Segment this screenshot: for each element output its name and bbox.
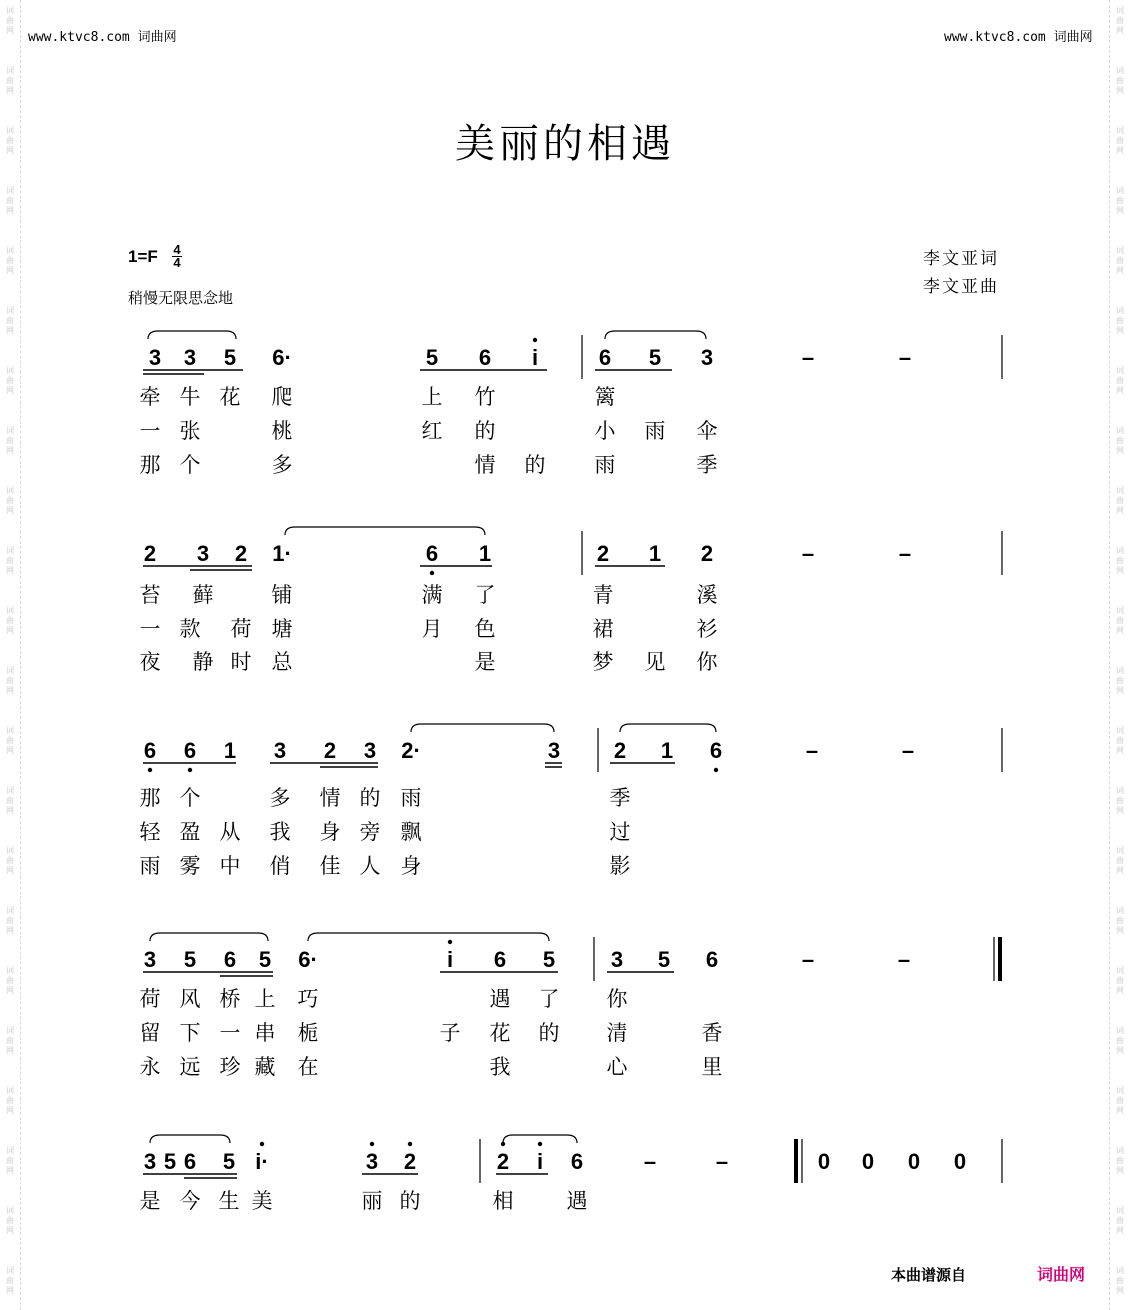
key-signature: 1=F bbox=[128, 247, 158, 266]
note: 5 bbox=[163, 1149, 177, 1174]
lyric-char: 风 bbox=[179, 987, 201, 1011]
lyric-char: 花 bbox=[489, 1021, 511, 1045]
lyric-char: 香 bbox=[701, 1021, 723, 1045]
watermark-glyphs: 词 曲 网 bbox=[1116, 846, 1124, 875]
note: 5 bbox=[223, 345, 237, 370]
note: 1 bbox=[648, 541, 662, 566]
lyric-char: 雨 bbox=[594, 453, 616, 477]
slur bbox=[620, 724, 716, 732]
watermark-glyphs: 词 曲 网 bbox=[6, 546, 14, 575]
lyric-char: 静 bbox=[192, 650, 214, 674]
watermark-glyphs: 词 曲 网 bbox=[6, 966, 14, 995]
sustain-dash: – bbox=[898, 541, 912, 566]
lyric-char: 个 bbox=[179, 786, 201, 810]
sustain-dash: – bbox=[801, 541, 815, 566]
lyric-char: 衫 bbox=[696, 617, 718, 641]
lyric-char: 色 bbox=[474, 617, 496, 641]
slur bbox=[285, 527, 485, 535]
lyric-char: 栀 bbox=[297, 1021, 319, 1045]
lyric-char: 子 bbox=[439, 1021, 461, 1045]
footer-brand: 词曲网 bbox=[1037, 1265, 1086, 1284]
lyric-char: 串 bbox=[254, 1021, 276, 1045]
watermark-glyphs: 词 曲 网 bbox=[1116, 786, 1124, 815]
slur bbox=[150, 933, 268, 941]
watermark-glyphs: 词 曲 网 bbox=[6, 246, 14, 275]
sustain-dash: – bbox=[805, 738, 819, 763]
note: 6· bbox=[272, 345, 292, 370]
note: 6 bbox=[570, 1149, 584, 1174]
note: 1 bbox=[223, 738, 237, 763]
note: 0 bbox=[861, 1149, 875, 1174]
note: 3 bbox=[547, 738, 561, 763]
lyric-char: 季 bbox=[609, 786, 631, 810]
lyric-char: 遇 bbox=[489, 987, 511, 1011]
watermark-glyphs: 词 曲 网 bbox=[6, 906, 14, 935]
lyric-char: 留 bbox=[139, 1021, 161, 1045]
time-signature-bottom: 4 bbox=[173, 255, 181, 270]
lyric-char: 满 bbox=[421, 583, 443, 607]
note: 6 bbox=[143, 738, 157, 763]
lyric-char: 那 bbox=[139, 453, 161, 477]
octave-dot-below bbox=[188, 768, 192, 772]
watermark-glyphs: 词 曲 网 bbox=[1116, 6, 1124, 35]
watermark-glyphs: 词 曲 网 bbox=[6, 606, 14, 635]
lyric-char: 梦 bbox=[592, 650, 614, 674]
lyric-char: 裙 bbox=[592, 617, 614, 641]
note: 6 bbox=[598, 345, 612, 370]
note: 6 bbox=[705, 947, 719, 972]
lyric-char: 一 bbox=[219, 1021, 241, 1045]
lyric-char: 铺 bbox=[271, 583, 293, 607]
watermark-glyphs: 词 曲 网 bbox=[6, 846, 14, 875]
note: 2 bbox=[323, 738, 337, 763]
watermark-glyphs: 词 曲 网 bbox=[1116, 486, 1124, 515]
lyricist-credit: 李文亚词 bbox=[923, 249, 999, 269]
lyric-char: 雨 bbox=[139, 854, 161, 878]
note: 3 bbox=[273, 738, 287, 763]
note: 6 bbox=[709, 738, 723, 763]
header-site-left: www.ktvc8.com 词曲网 bbox=[28, 30, 177, 45]
lyric-char: 桥 bbox=[219, 987, 241, 1011]
lyric-char: 过 bbox=[609, 820, 631, 844]
lyric-char: 轻 bbox=[139, 820, 161, 844]
watermark-glyphs: 词 曲 网 bbox=[1116, 1086, 1124, 1115]
lyric-char: 旁 bbox=[359, 820, 381, 844]
lyric-char: 今 bbox=[179, 1189, 201, 1213]
lyric-char: 是 bbox=[139, 1189, 161, 1213]
lyric-char: 藏 bbox=[254, 1055, 276, 1079]
note: 6 bbox=[493, 947, 507, 972]
lyric-char: 盈 bbox=[179, 820, 201, 844]
sustain-dash: – bbox=[715, 1149, 729, 1174]
note: 1· bbox=[272, 541, 292, 566]
octave-dot-above bbox=[538, 1142, 542, 1146]
lyric-char: 身 bbox=[319, 820, 341, 844]
lyric-char: 的 bbox=[474, 419, 496, 443]
lyric-char: 苔 bbox=[139, 583, 161, 607]
note: 3 bbox=[183, 345, 197, 370]
sustain-dash: – bbox=[898, 345, 912, 370]
watermark-glyphs: 词 曲 网 bbox=[1116, 1146, 1124, 1175]
octave-dot-above bbox=[533, 338, 537, 342]
note: i bbox=[531, 345, 539, 370]
note: 2· bbox=[401, 738, 421, 763]
watermark-glyphs: 词 曲 网 bbox=[6, 306, 14, 335]
slur bbox=[150, 1135, 230, 1143]
lyric-char: 我 bbox=[489, 1055, 511, 1079]
octave-dot-below bbox=[430, 571, 434, 575]
watermark-glyphs: 词 曲 网 bbox=[6, 126, 14, 155]
header-site-right: www.ktvc8.com 词曲网 bbox=[944, 30, 1093, 45]
lyric-char: 时 bbox=[230, 650, 252, 674]
watermark-glyphs: 词 曲 网 bbox=[1116, 966, 1124, 995]
watermark-glyphs: 词 曲 网 bbox=[1116, 906, 1124, 935]
note: i· bbox=[255, 1149, 269, 1174]
slur bbox=[411, 724, 554, 732]
lyric-char: 那 bbox=[139, 786, 161, 810]
lyric-char: 情 bbox=[319, 786, 341, 810]
watermark-glyphs: 词 曲 网 bbox=[6, 1146, 14, 1175]
watermark-glyphs: 词 曲 网 bbox=[1116, 1026, 1124, 1055]
lyric-char: 桃 bbox=[271, 419, 293, 443]
lyric-char: 总 bbox=[271, 650, 293, 674]
lyric-char: 佳 bbox=[319, 854, 341, 878]
slur bbox=[308, 933, 549, 941]
lyric-char: 雨 bbox=[644, 419, 666, 443]
lyric-char: 的 bbox=[399, 1189, 421, 1213]
lyric-char: 的 bbox=[524, 453, 546, 477]
lyric-char: 丽 bbox=[361, 1189, 383, 1213]
watermark-glyphs: 词 曲 网 bbox=[6, 1026, 14, 1055]
note: 3 bbox=[700, 345, 714, 370]
lyric-char: 竹 bbox=[474, 385, 496, 409]
lyric-char: 中 bbox=[219, 854, 241, 878]
note: i bbox=[536, 1149, 544, 1174]
watermark-glyphs: 词 曲 网 bbox=[1116, 306, 1124, 335]
watermark-glyphs: 词 曲 网 bbox=[1116, 1206, 1124, 1235]
lyric-char: 生 bbox=[218, 1189, 240, 1213]
watermark-glyphs: 词 曲 网 bbox=[6, 1206, 14, 1235]
lyric-char: 季 bbox=[696, 453, 718, 477]
lyric-char: 珍 bbox=[219, 1055, 241, 1079]
lyric-char: 牵 bbox=[139, 385, 161, 409]
lyric-char: 篱 bbox=[594, 385, 616, 409]
octave-dot-above bbox=[260, 1142, 264, 1146]
lyric-char: 遇 bbox=[566, 1189, 588, 1213]
lyric-char: 个 bbox=[179, 453, 201, 477]
note: 3 bbox=[196, 541, 210, 566]
note: 6 bbox=[183, 1149, 197, 1174]
lyric-char: 巧 bbox=[297, 987, 319, 1011]
watermark-glyphs: 词 曲 网 bbox=[6, 6, 14, 35]
watermark-glyphs: 词 曲 网 bbox=[1116, 606, 1124, 635]
note: 6 bbox=[183, 738, 197, 763]
lyric-char: 牛 bbox=[179, 385, 201, 409]
octave-dot-below bbox=[714, 768, 718, 772]
lyric-char: 的 bbox=[538, 1021, 560, 1045]
lyric-char: 伞 bbox=[696, 419, 718, 443]
lyric-char: 里 bbox=[701, 1055, 723, 1079]
note: 3 bbox=[143, 1149, 157, 1174]
lyric-char: 爬 bbox=[271, 385, 293, 409]
footer-source-label: 本曲谱源自 bbox=[891, 1266, 967, 1284]
lyric-char: 一 bbox=[139, 617, 161, 641]
note: 0 bbox=[817, 1149, 831, 1174]
note: 3 bbox=[610, 947, 624, 972]
lyric-char: 夜 bbox=[139, 650, 161, 674]
octave-dot-below bbox=[148, 768, 152, 772]
lyric-char: 的 bbox=[359, 786, 381, 810]
watermark-glyphs: 词 曲 网 bbox=[1116, 546, 1124, 575]
lyric-char: 雾 bbox=[179, 854, 201, 878]
note: 0 bbox=[953, 1149, 967, 1174]
note: 2 bbox=[596, 541, 610, 566]
watermark-glyphs: 词 曲 网 bbox=[6, 426, 14, 455]
watermark-glyphs: 词 曲 网 bbox=[6, 186, 14, 215]
note: 0 bbox=[907, 1149, 921, 1174]
lyric-char: 荷 bbox=[230, 617, 252, 641]
watermark-glyphs: 词 曲 网 bbox=[6, 1086, 14, 1115]
lyric-char: 多 bbox=[269, 786, 291, 810]
lyric-char: 一 bbox=[139, 419, 161, 443]
watermark-glyphs: 词 曲 网 bbox=[1116, 186, 1124, 215]
lyric-char: 荷 bbox=[139, 987, 161, 1011]
lyric-char: 人 bbox=[359, 854, 381, 878]
note: 2 bbox=[613, 738, 627, 763]
lyric-char: 上 bbox=[421, 385, 443, 409]
watermark-glyphs: 词 曲 网 bbox=[1116, 126, 1124, 155]
lyric-char: 下 bbox=[179, 1021, 201, 1045]
note: 6 bbox=[478, 345, 492, 370]
note: 5 bbox=[425, 345, 439, 370]
lyric-char: 了 bbox=[538, 987, 560, 1011]
note: 5 bbox=[542, 947, 556, 972]
lyric-char: 清 bbox=[606, 1021, 628, 1045]
note: 3 bbox=[148, 345, 162, 370]
sustain-dash: – bbox=[897, 947, 911, 972]
note: 1 bbox=[660, 738, 674, 763]
note: 5 bbox=[258, 947, 272, 972]
note: i bbox=[446, 947, 454, 972]
lyric-char: 从 bbox=[219, 820, 241, 844]
lyric-char: 永 bbox=[139, 1055, 161, 1079]
lyric-char: 我 bbox=[269, 820, 291, 844]
lyric-char: 相 bbox=[492, 1189, 514, 1213]
note: 2 bbox=[403, 1149, 417, 1174]
note: 2 bbox=[496, 1149, 510, 1174]
lyric-char: 张 bbox=[179, 419, 201, 443]
note: 5 bbox=[657, 947, 671, 972]
slur bbox=[148, 331, 236, 339]
watermark-glyphs: 词 曲 网 bbox=[1116, 1266, 1124, 1295]
lyric-char: 在 bbox=[297, 1055, 319, 1079]
watermark-glyphs: 词 曲 网 bbox=[1116, 726, 1124, 755]
lyric-char: 心 bbox=[606, 1055, 628, 1079]
lyric-char: 青 bbox=[592, 583, 614, 607]
watermark-glyphs: 词 曲 网 bbox=[6, 666, 14, 695]
note: 2 bbox=[143, 541, 157, 566]
watermark-glyphs: 词 曲 网 bbox=[6, 366, 14, 395]
lyric-char: 雨 bbox=[400, 786, 422, 810]
lyric-char: 了 bbox=[474, 583, 496, 607]
lyric-char: 红 bbox=[421, 419, 443, 443]
lyric-char: 身 bbox=[400, 854, 422, 878]
sustain-dash: – bbox=[801, 345, 815, 370]
note: 6· bbox=[298, 947, 318, 972]
lyric-char: 多 bbox=[271, 453, 293, 477]
watermark-glyphs: 词 曲 网 bbox=[6, 786, 14, 815]
note: 5 bbox=[222, 1149, 236, 1174]
note: 5 bbox=[183, 947, 197, 972]
sustain-dash: – bbox=[901, 738, 915, 763]
note: 6 bbox=[223, 947, 237, 972]
lyric-char: 飘 bbox=[400, 820, 422, 844]
lyric-char: 是 bbox=[474, 650, 496, 674]
composer-credit: 李文亚曲 bbox=[923, 277, 999, 297]
lyric-char: 美 bbox=[251, 1189, 273, 1213]
watermark-glyphs: 词 曲 网 bbox=[1116, 666, 1124, 695]
watermark-glyphs: 词 曲 网 bbox=[1116, 426, 1124, 455]
note: 2 bbox=[234, 541, 248, 566]
slur bbox=[605, 331, 706, 339]
note: 6 bbox=[425, 541, 439, 566]
octave-dot-above bbox=[370, 1142, 374, 1146]
watermark-glyphs: 词 曲 网 bbox=[1116, 66, 1124, 95]
lyric-char: 你 bbox=[696, 650, 718, 674]
tempo-marking: 稍慢无限思念地 bbox=[128, 289, 234, 307]
note: 1 bbox=[478, 541, 492, 566]
octave-dot-above bbox=[448, 940, 452, 944]
watermark-glyphs: 词 曲 网 bbox=[6, 66, 14, 95]
lyric-char: 塘 bbox=[271, 617, 293, 641]
lyric-char: 见 bbox=[644, 650, 666, 674]
lyric-char: 上 bbox=[254, 987, 276, 1011]
lyric-char: 你 bbox=[606, 987, 628, 1011]
lyric-char: 远 bbox=[179, 1055, 201, 1079]
watermark-glyphs: 词 曲 网 bbox=[6, 1266, 14, 1295]
time-signature-top: 4 bbox=[173, 242, 181, 257]
lyric-char: 小 bbox=[594, 419, 616, 443]
lyric-char: 花 bbox=[219, 385, 241, 409]
lyric-char: 溪 bbox=[696, 583, 718, 607]
lyric-char: 影 bbox=[609, 854, 631, 878]
lyric-char: 月 bbox=[421, 617, 443, 641]
lyric-char: 俏 bbox=[269, 854, 291, 878]
lyric-char: 款 bbox=[179, 617, 201, 641]
note: 3 bbox=[143, 947, 157, 972]
sustain-dash: – bbox=[643, 1149, 657, 1174]
watermark-glyphs: 词 曲 网 bbox=[1116, 246, 1124, 275]
lyric-char: 情 bbox=[474, 453, 496, 477]
note: 3 bbox=[365, 1149, 379, 1174]
watermark-glyphs: 词 曲 网 bbox=[6, 726, 14, 755]
watermark-glyphs: 词 曲 网 bbox=[6, 486, 14, 515]
watermark-glyphs: 词 曲 网 bbox=[1116, 366, 1124, 395]
octave-dot-above bbox=[408, 1142, 412, 1146]
note: 5 bbox=[648, 345, 662, 370]
sustain-dash: – bbox=[801, 947, 815, 972]
note: 3 bbox=[363, 738, 377, 763]
note: 2 bbox=[700, 541, 714, 566]
lyric-char: 藓 bbox=[192, 583, 214, 607]
song-title: 美丽的相遇 bbox=[455, 121, 675, 167]
